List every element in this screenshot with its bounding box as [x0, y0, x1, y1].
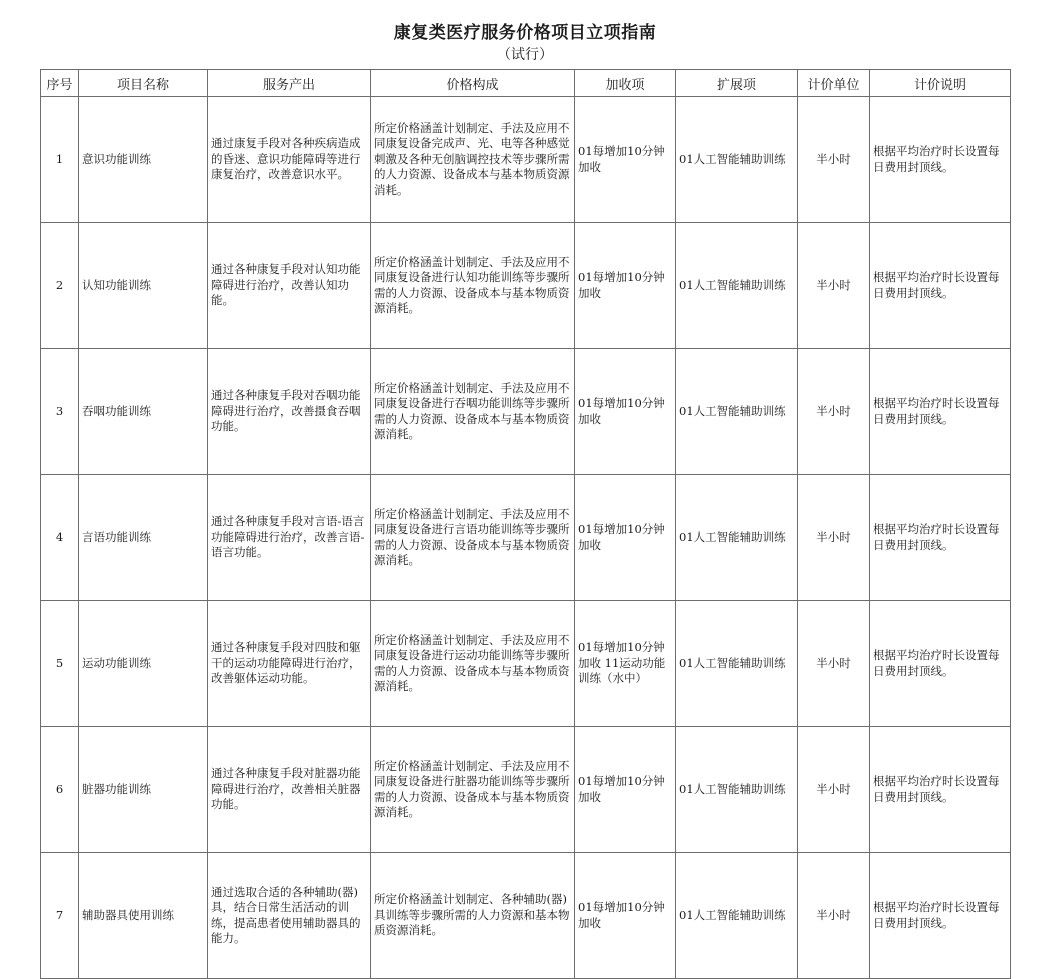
cell-price-composition: 所定价格涵盖计划制定、手法及应用不同康复设备进行言语功能训练等步骤所需的人力资源、设备成本与基本物质资源消耗。 [371, 475, 575, 601]
table-row [41, 223, 1011, 349]
cell-pricing-note: 根据平均治疗时长设置每日费用封顶线。 [870, 349, 1011, 475]
cell-item-name: 运动功能训练 [79, 601, 208, 727]
cell-no: 7 [41, 853, 79, 979]
cell-pricing-note: 根据平均治疗时长设置每日费用封顶线。 [870, 853, 1011, 979]
cell-item-name: 意识功能训练 [79, 97, 208, 223]
cell-pricing-note: 根据平均治疗时长设置每日费用封顶线。 [870, 97, 1011, 223]
cell-service-output: 通过各种康复手段对言语-语言功能障碍进行治疗，改善言语-语言功能。 [208, 475, 371, 601]
header-extension: 扩展项 [676, 70, 798, 97]
cell-pricing-unit: 半小时 [798, 97, 870, 223]
cell-surcharge: 01每增加10分钟加收 [575, 853, 676, 979]
header-pricing-note: 计价说明 [870, 70, 1011, 97]
cell-price-composition: 所定价格涵盖计划制定、手法及应用不同康复设备进行运动功能训练等步骤所需的人力资源、设备成本与基本物质资源消耗。 [371, 601, 575, 727]
table-row [41, 853, 1011, 979]
header-surcharge: 加收项 [575, 70, 676, 97]
cell-extension: 01人工智能辅助训练 [676, 727, 798, 853]
cell-no: 3 [41, 349, 79, 475]
cell-pricing-unit: 半小时 [798, 475, 870, 601]
cell-no: 6 [41, 727, 79, 853]
document-title: 康复类医疗服务价格项目立项指南 [393, 23, 657, 43]
cell-price-composition: 所定价格涵盖计划制定、手法及应用不同康复设备进行吞咽功能训练等步骤所需的人力资源、设备成本与基本物质资源消耗。 [371, 349, 575, 475]
cell-service-output: 通过康复手段对各种疾病造成的昏迷、意识功能障碍等进行康复治疗，改善意识水平。 [208, 97, 371, 223]
header-item-name: 项目名称 [79, 70, 208, 97]
cell-no: 5 [41, 601, 79, 727]
cell-surcharge: 01每增加10分钟加收 [575, 727, 676, 853]
table-row [41, 349, 1011, 475]
cell-item-name: 辅助器具使用训练 [79, 853, 208, 979]
cell-service-output: 通过各种康复手段对吞咽功能障碍进行治疗，改善摄食吞咽功能。 [208, 349, 371, 475]
cell-surcharge: 01每增加10分钟加收 [575, 475, 676, 601]
cell-service-output: 通过选取合适的各种辅助(器)具，结合日常生活活动的训练，提高患者使用辅助器具的能力。 [208, 853, 371, 979]
cell-price-composition: 所定价格涵盖计划制定、手法及应用不同康复设备进行认知功能训练等步骤所需的人力资源、设备成本与基本物质资源消耗。 [371, 223, 575, 349]
cell-surcharge: 01每增加10分钟加收 11运动功能训练（水中） [575, 601, 676, 727]
cell-item-name: 脏器功能训练 [79, 727, 208, 853]
cell-extension: 01人工智能辅助训练 [676, 475, 798, 601]
cell-no: 1 [41, 97, 79, 223]
table-row [41, 97, 1011, 223]
cell-pricing-unit: 半小时 [798, 349, 870, 475]
header-no: 序号 [41, 70, 79, 97]
cell-extension: 01人工智能辅助训练 [676, 349, 798, 475]
cell-price-composition: 所定价格涵盖计划制定、手法及应用不同康复设备进行脏器功能训练等步骤所需的人力资源、设备成本与基本物质资源消耗。 [371, 727, 575, 853]
pricing-guide-table [40, 69, 1011, 979]
document-subtitle: （试行） [497, 47, 553, 63]
cell-pricing-note: 根据平均治疗时长设置每日费用封顶线。 [870, 223, 1011, 349]
cell-pricing-note: 根据平均治疗时长设置每日费用封顶线。 [870, 727, 1011, 853]
cell-surcharge: 01每增加10分钟加收 [575, 349, 676, 475]
table-row [41, 601, 1011, 727]
header-row [41, 70, 1011, 97]
cell-extension: 01人工智能辅助训练 [676, 223, 798, 349]
cell-pricing-unit: 半小时 [798, 601, 870, 727]
cell-pricing-unit: 半小时 [798, 223, 870, 349]
cell-service-output: 通过各种康复手段对四肢和躯干的运动功能障碍进行治疗，改善躯体运动功能。 [208, 601, 371, 727]
cell-pricing-unit: 半小时 [798, 727, 870, 853]
header-price-composition: 价格构成 [371, 70, 575, 97]
cell-price-composition: 所定价格涵盖计划制定、手法及应用不同康复设备完成声、光、电等各种感觉刺激及各种无创脑调控技术等步骤所需的人力资源、设备成本与基本物质资源消耗。 [371, 97, 575, 223]
cell-item-name: 认知功能训练 [79, 223, 208, 349]
cell-item-name: 言语功能训练 [79, 475, 208, 601]
cell-no: 2 [41, 223, 79, 349]
table-row [41, 475, 1011, 601]
cell-extension: 01人工智能辅助训练 [676, 853, 798, 979]
cell-extension: 01人工智能辅助训练 [676, 601, 798, 727]
header-pricing-unit: 计价单位 [798, 70, 870, 97]
cell-service-output: 通过各种康复手段对脏器功能障碍进行治疗，改善相关脏器功能。 [208, 727, 371, 853]
cell-no: 4 [41, 475, 79, 601]
table-row [41, 727, 1011, 853]
header-service-output: 服务产出 [208, 70, 371, 97]
cell-pricing-note: 根据平均治疗时长设置每日费用封顶线。 [870, 601, 1011, 727]
cell-price-composition: 所定价格涵盖计划制定、各种辅助(器)具训练等步骤所需的人力资源和基本物质资源消耗。 [371, 853, 575, 979]
cell-pricing-unit: 半小时 [798, 853, 870, 979]
cell-extension: 01人工智能辅助训练 [676, 97, 798, 223]
cell-surcharge: 01每增加10分钟加收 [575, 97, 676, 223]
cell-pricing-note: 根据平均治疗时长设置每日费用封顶线。 [870, 475, 1011, 601]
cell-surcharge: 01每增加10分钟加收 [575, 223, 676, 349]
cell-item-name: 吞咽功能训练 [79, 349, 208, 475]
cell-service-output: 通过各种康复手段对认知功能障碍进行治疗，改善认知功能。 [208, 223, 371, 349]
